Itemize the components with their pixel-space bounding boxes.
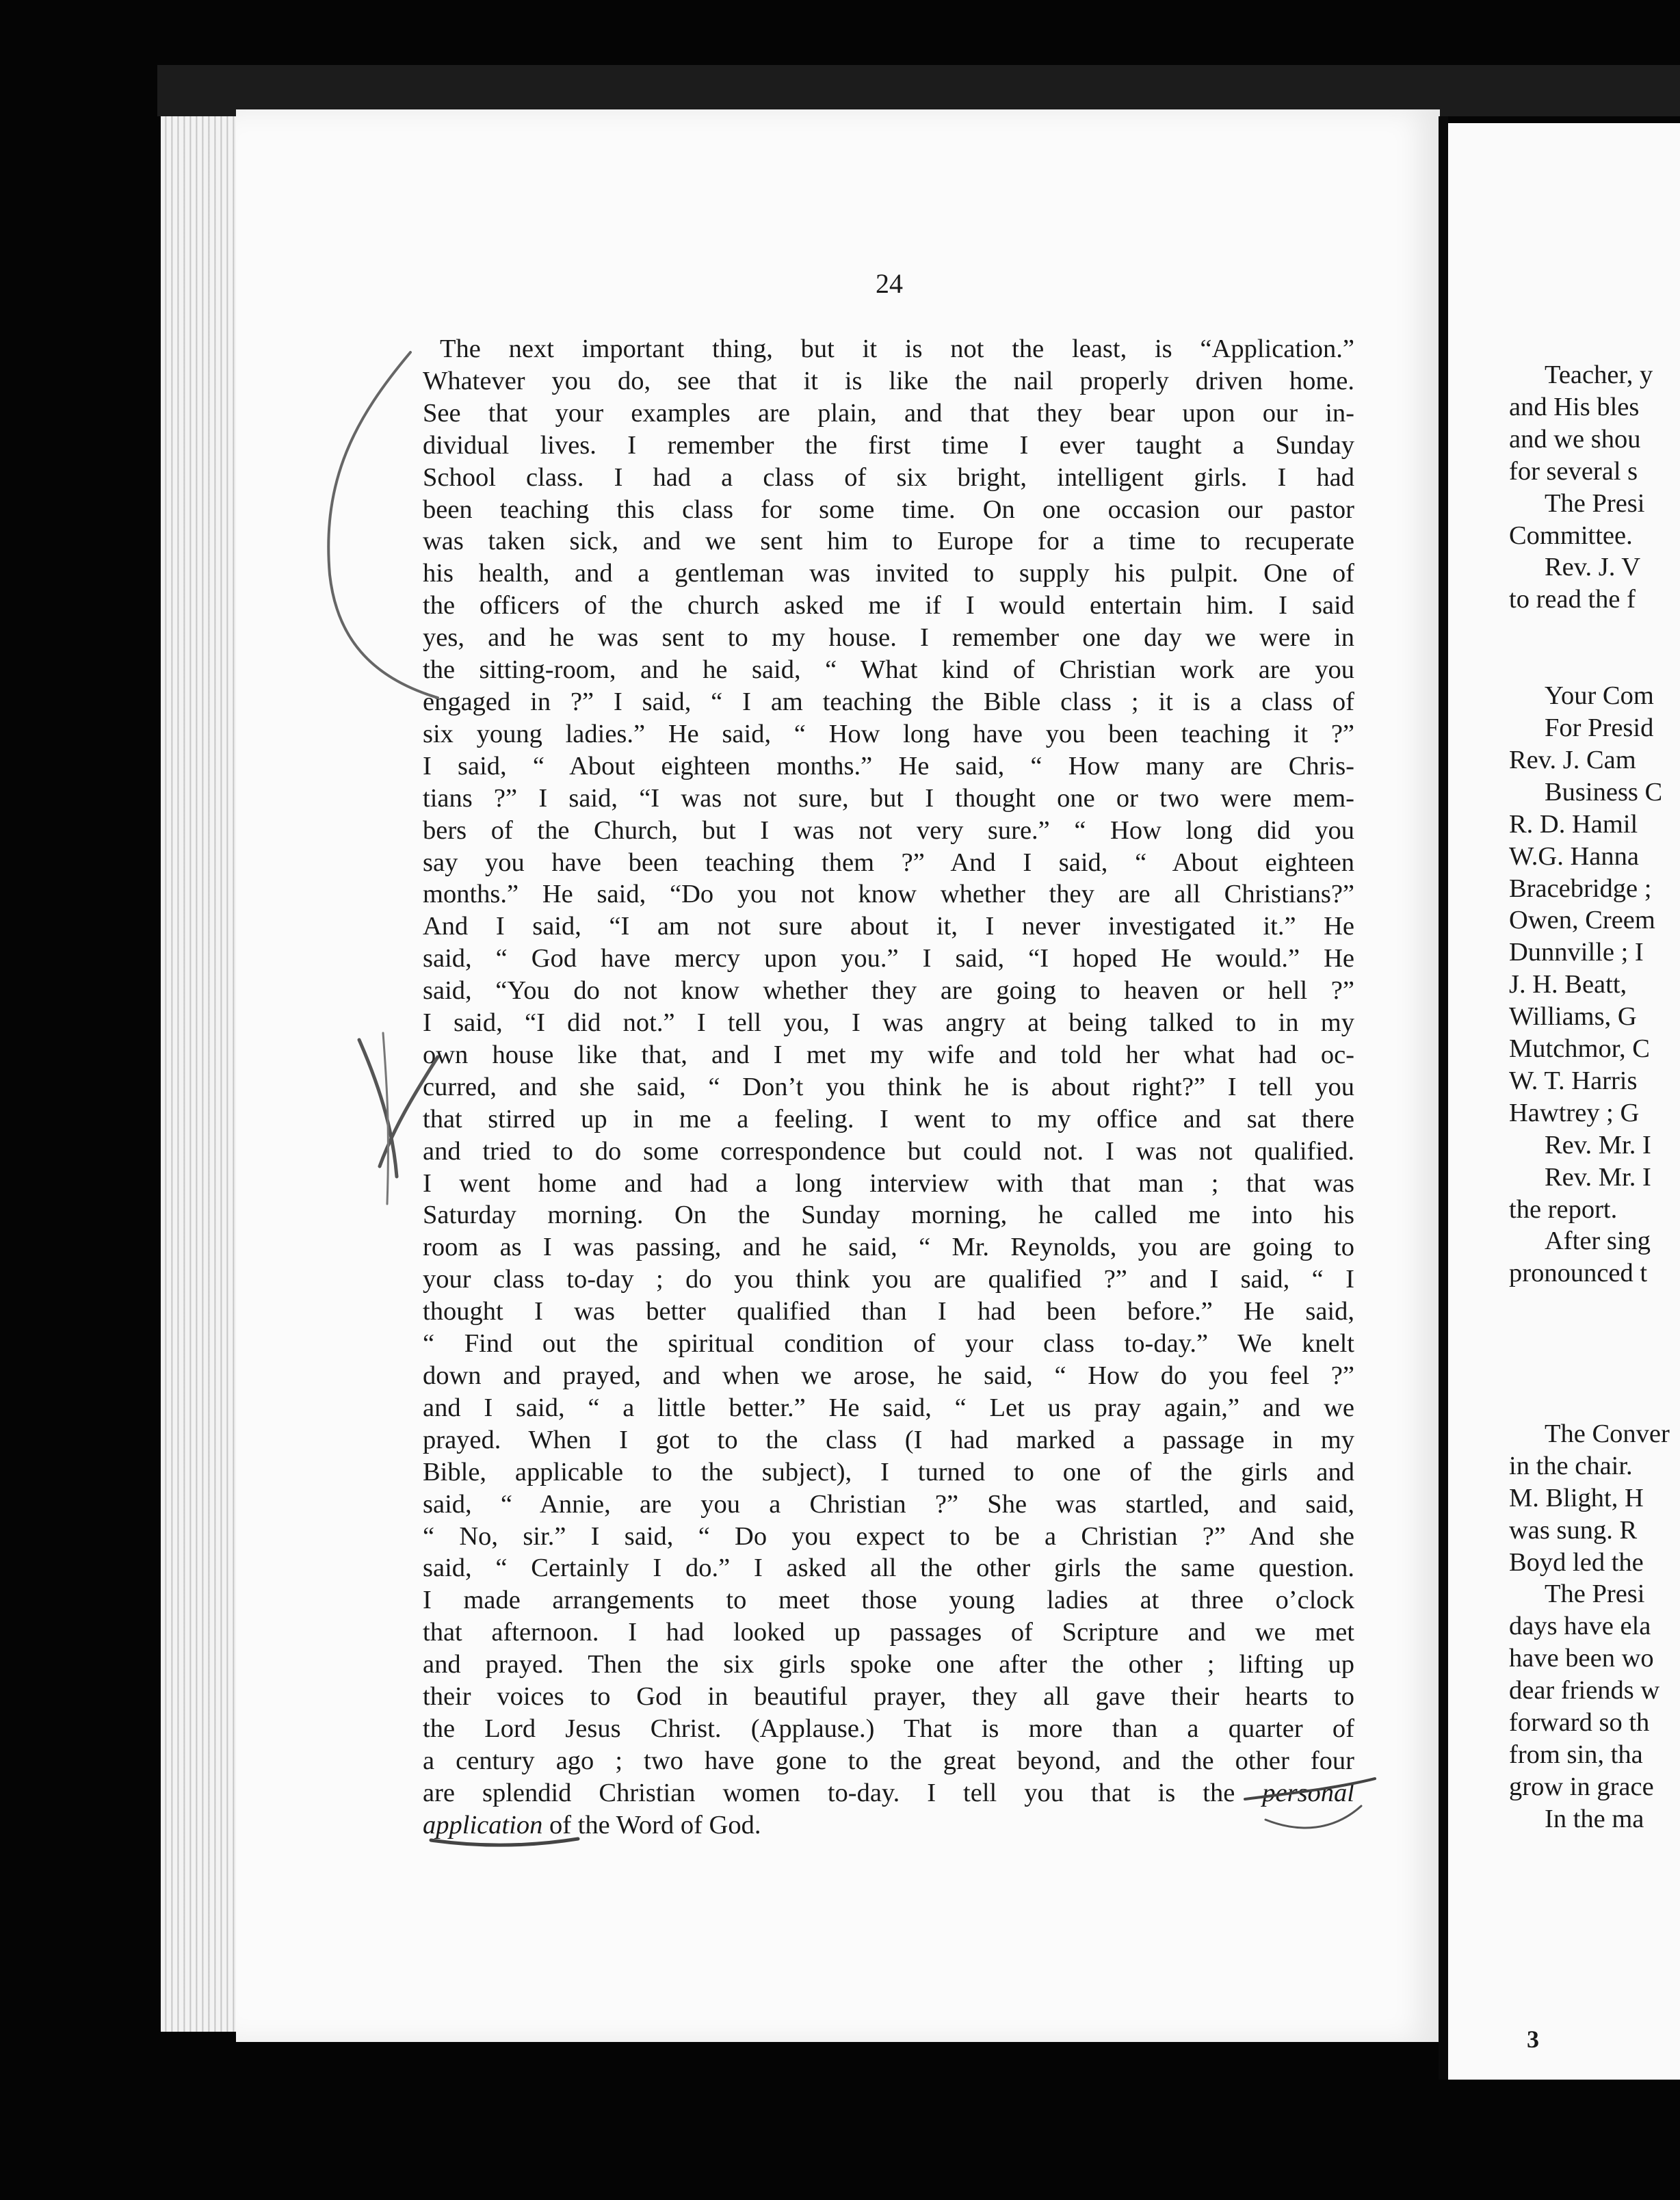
text-line: own house like that, and I met my wife and told her what had oc- — [423, 1040, 1354, 1069]
text-line: the officers of the church asked me if I would entertain him. I said — [423, 591, 1354, 620]
text-line: six young ladies.” He said, “ How long have you been teaching it ?” — [423, 719, 1354, 748]
text-line: the sitting-room, and he said, “ What kind of Christian work are you — [423, 655, 1354, 685]
page-number: 24 — [876, 268, 903, 299]
right-text-line: and His bles — [1509, 392, 1640, 421]
right-text-line: forward so th — [1509, 1708, 1650, 1738]
right-text-line: Business C — [1545, 777, 1663, 807]
right-text-line: Dunnville ; I — [1509, 938, 1644, 967]
book-shadow — [157, 65, 1680, 116]
right-text-line: days have ela — [1509, 1612, 1651, 1641]
right-text-line: for several s — [1509, 456, 1638, 486]
text-line: down and prayed, and when we arose, he said, “ How do you feel ?” — [423, 1361, 1354, 1390]
right-text-line: The Conver — [1545, 1419, 1670, 1448]
emphasis-application: application — [423, 1810, 543, 1839]
text-line: Whatever you do, see that it is like the nail properly driven home. — [423, 366, 1354, 395]
right-text-line: grow in grace — [1509, 1772, 1654, 1801]
right-text-line — [1509, 616, 1680, 648]
right-text-line: Rev. J. V — [1545, 553, 1641, 582]
right-text-line: was sung. R — [1509, 1515, 1638, 1545]
right-text-line: Hawtrey ; G — [1509, 1098, 1640, 1127]
right-text-line: the report. — [1509, 1194, 1618, 1224]
right-text-line: Rev. J. Cam — [1509, 745, 1636, 774]
text-line: Bible, applicable to the subject), I turned to one of the girls and — [423, 1457, 1354, 1487]
text-line: Saturday morning. On the Sunday morning, he called me into his — [423, 1201, 1354, 1230]
right-text-line: W.G. Hanna — [1509, 841, 1639, 871]
text-line: prayed. When I got to the class (I had marked a passage in my — [423, 1425, 1354, 1454]
text-line: The next important thing, but it is not the least, is “Application.” — [440, 335, 1354, 363]
text-line: and I said, “ a little better.” He said, “ Let us pray again,” and we — [423, 1393, 1354, 1422]
right-text-line: After sing — [1545, 1227, 1651, 1256]
right-text-line: and we shou — [1509, 424, 1641, 454]
right-page-text — [1509, 359, 1680, 1835]
text-line: curred, and she said, “ Don’t you think he is about right?” I tell you — [423, 1072, 1354, 1101]
text-line: said, “You do not know whether they are going to heaven or hell ?” — [423, 976, 1354, 1006]
right-text-line: from sin, tha — [1509, 1740, 1643, 1769]
text-line: that afternoon. I had looked up passages of Scripture and we met — [423, 1618, 1354, 1647]
text-line: your class to-day ; do you think you are qualified ?” and I said, “ I — [423, 1265, 1354, 1294]
right-text-line: Boyd led the — [1509, 1547, 1644, 1577]
text-line: are splendid Christian women to-day. I tell you that is the personal — [423, 1778, 1354, 1807]
text-line: room as I was passing, and he said, “ Mr. Reynolds, you are going to — [423, 1233, 1354, 1262]
text-line: that stirred up in me a feeling. I went to my office and sat there — [423, 1104, 1354, 1134]
text-line: the Lord Jesus Christ. (Applause.) That is more than a quarter of — [423, 1714, 1354, 1743]
text-line: I said, “I did not.” I tell you, I was angry at being talked to in my — [423, 1008, 1354, 1038]
text-line: engaged in ?” I said, “ I am teaching the Bible class ; it is a class of — [423, 687, 1354, 716]
text-line: bers of the Church, but I was not very sure.” “ How long did you — [423, 815, 1354, 845]
right-text-line: M. Blight, H — [1509, 1483, 1644, 1512]
right-text-line: dear friends w — [1509, 1676, 1660, 1705]
text-line: “ No, sir.” I said, “ Do you expect to be a Christian ?” And she — [423, 1521, 1354, 1551]
right-text-line — [1509, 1386, 1680, 1418]
right-text-line: Teacher, y — [1545, 361, 1653, 389]
right-text-line: J. H. Beatt, — [1509, 970, 1627, 999]
text-line: and prayed. Then the six girls spoke one after the other ; lifting up — [423, 1650, 1354, 1679]
text-line: said, “ Certainly I do.” I asked all the other girls the same question. — [423, 1554, 1354, 1583]
right-text-line — [1509, 1354, 1680, 1386]
right-text-line: Your Com — [1545, 681, 1654, 711]
text-line: I went home and had a long interview with that man ; that was — [423, 1168, 1354, 1198]
text-line: their voices to God in beautiful prayer, they all gave their hearts to — [423, 1682, 1354, 1712]
text-line: I made arrangements to meet those young ladies at three o’clock — [423, 1586, 1354, 1615]
right-text-line: in the chair. — [1509, 1451, 1633, 1480]
text-line: See that your examples are plain, and that they bear upon our in- — [423, 398, 1354, 428]
text-line: yes, and he was sent to my house. I remember one day we were in — [423, 623, 1354, 653]
right-page-signature: 3 — [1527, 2026, 1539, 2053]
right-text-line: W. T. Harris — [1509, 1066, 1638, 1095]
text-line: his health, and a gentleman was invited to supply his pulpit. One of — [423, 559, 1354, 588]
right-text-line: The Presi — [1545, 488, 1645, 518]
final-line-rest: of the Word of God. — [542, 1810, 761, 1839]
text-line: say you have been teaching them ?” And I said, “ About eighteen — [423, 848, 1354, 877]
text-line: School class. I had a class of six bright, intelligent girls. I had — [423, 462, 1354, 492]
right-text-line: In the ma — [1545, 1804, 1644, 1833]
page-edges — [161, 116, 236, 2032]
text-line: dividual lives. I remember the first time I ever taught a Sunday — [423, 430, 1354, 460]
body-text — [423, 333, 1354, 1842]
emphasis-personal: personal — [1235, 1778, 1354, 1807]
right-text-line: have been wo — [1509, 1644, 1654, 1673]
right-text-line: Owen, Creem — [1509, 906, 1655, 935]
text-line: said, “ Annie, are you a Christian ?” She was startled, and said, — [423, 1489, 1354, 1519]
book-gutter — [1439, 116, 1448, 2080]
right-text-line: Williams, G — [1509, 1002, 1637, 1032]
text-line: And I said, “I am not sure about it, I never investigated it.” He — [423, 912, 1354, 941]
right-text-line: Committee. — [1509, 521, 1633, 550]
text-line: was taken sick, and we sent him to Europe for a time to recuperate — [423, 527, 1354, 556]
right-text-line: R. D. Hamil — [1509, 809, 1638, 839]
text-line: tians ?” I said, “I was not sure, but I thought one or two were mem- — [423, 783, 1354, 813]
right-text-line: Bracebridge ; — [1509, 874, 1652, 903]
text-line: thought I was better qualified than I had been before.” He said, — [423, 1297, 1354, 1326]
right-text-line: Mutchmor, C — [1509, 1034, 1650, 1064]
text-line-final — [423, 1809, 1354, 1842]
right-text-line — [1509, 1322, 1680, 1354]
right-text-line: pronounced t — [1509, 1259, 1648, 1288]
right-text-line — [1509, 648, 1680, 680]
right-text-line: Rev. Mr. I — [1545, 1162, 1651, 1192]
text-line: a century ago ; two have gone to the great beyond, and the other four — [423, 1746, 1354, 1775]
right-text-line: to read the f — [1509, 585, 1636, 614]
right-text-line: The Presi — [1545, 1580, 1645, 1609]
text-line: been teaching this class for some time. On one occasion our pastor — [423, 495, 1354, 524]
text-line: I said, “ About eighteen months.” He said, “ How many are Chris- — [423, 751, 1354, 781]
right-text-line: Rev. Mr. I — [1545, 1130, 1651, 1160]
text-line: “ Find out the spiritual condition of your class to-day.” We knelt — [423, 1329, 1354, 1359]
text-line: months.” He said, “Do you not know whether they are all Christians?” — [423, 880, 1354, 909]
right-text-line: For Presid — [1545, 713, 1654, 742]
text-line: and tried to do some correspondence but could not. I was not qualified. — [423, 1136, 1354, 1166]
right-text-line — [1509, 1289, 1680, 1322]
text-line: said, “ God have mercy upon you.” I said, “I hoped He would.” He — [423, 944, 1354, 973]
